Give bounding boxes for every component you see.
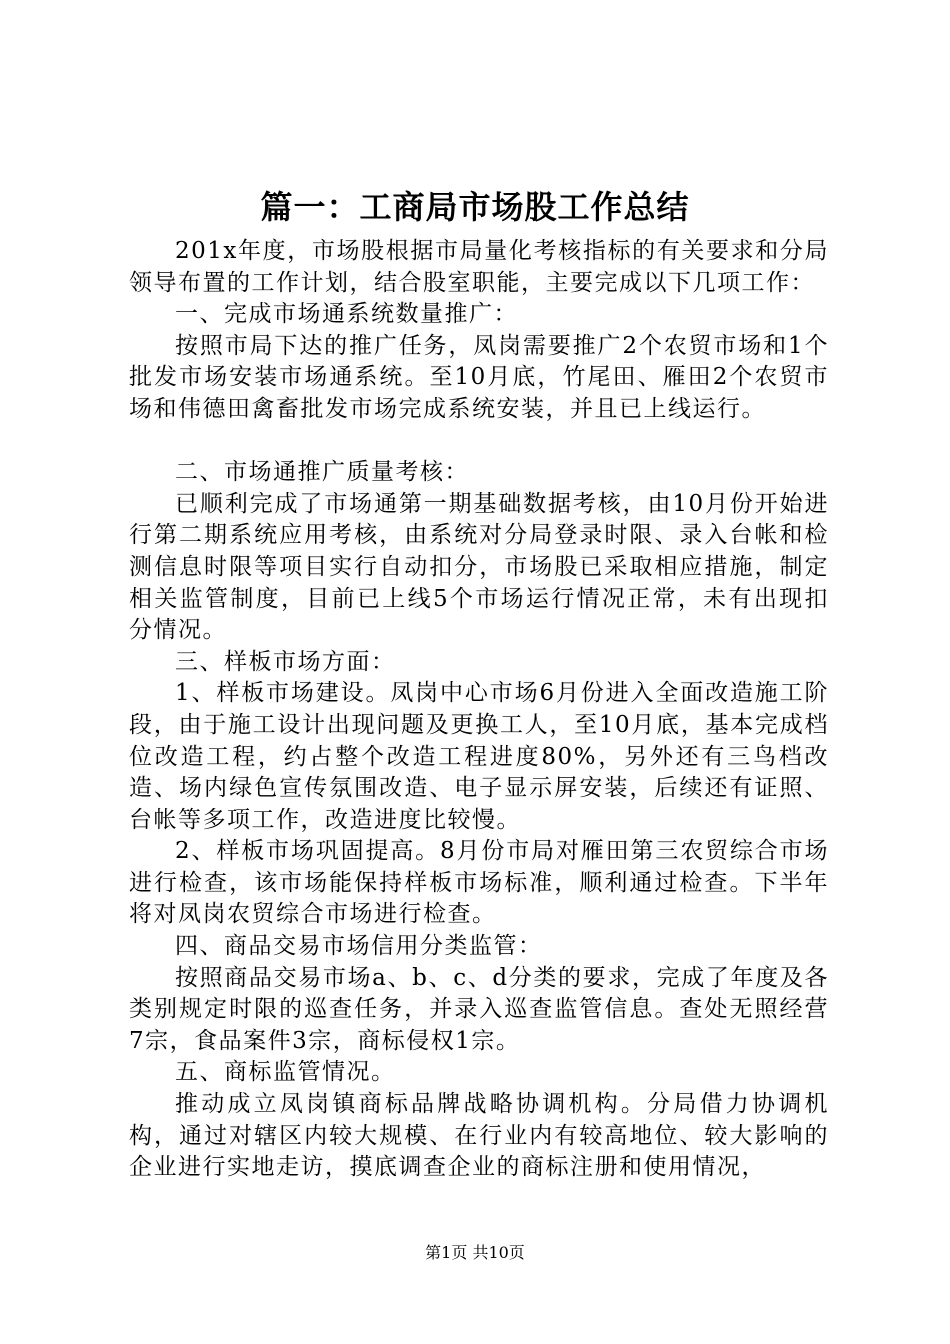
section-heading-4: 四、商品交易市场信用分类监管： (175, 933, 543, 960)
body-paragraph: 已顺利完成了市场通第一期基础数据考核，由10月份开始进行第二期系统应用考核，由系统对分局登录时限、录入台帐和检测信息时限等项目实行自动扣分，市场股已采取相应措施，制定相关监管制度，目前已上线5个市场运行情况正常，未有出现扣分情况。 (129, 490, 829, 644)
section-heading-2: 二、市场通推广质量考核： (175, 459, 469, 486)
body-paragraph: 2、样板市场巩固提高。8月份市局对雁田第三农贸综合市场进行检查，该市场能保持样板市场标准，顺利通过检查。下半年将对凤岗农贸综合市场进行检查。 (129, 838, 829, 928)
body-paragraph: 推动成立凤岗镇商标品牌战略协调机构。分局借力协调机构，通过对辖区内较大规模、在行业内有较高地位、较大影响的企业进行实地走访，摸底调查企业的商标注册和使用情况， (129, 1091, 829, 1181)
section-heading-1: 一、完成市场通系统数量推广： (175, 301, 518, 328)
blank-line (129, 426, 829, 458)
page-number-footer: 第1页 共10页 (425, 1243, 525, 1262)
intro-paragraph: 201x年度，市场股根据市局量化考核指标的有关要求和分局领导布置的工作计划，结合股室职能，主要完成以下几项工作： (129, 238, 829, 296)
body-paragraph: 1、样板市场建设。凤岗中心市场6月份进入全面改造施工阶段，由于施工设计出现问题及更换工人，至10月底，基本完成档位改造工程，约占整个改造工程进度80%，另外还有三鸟档改造、场内绿色宣传氛围改造、电子显示屏安装，后续还有证照、台帐等多项工作，改造进度比较慢。 (129, 680, 829, 833)
section-heading-3: 三、样板市场方面： (175, 648, 396, 675)
section-heading-5: 五、商标监管情况。 (175, 1059, 396, 1086)
body-paragraph: 按照商品交易市场a、b、c、d分类的要求，完成了年度及各类别规定时限的巡查任务，并录入巡查监管信息。查处无照经营7宗，食品案件3宗，商标侵权1宗。 (129, 964, 829, 1054)
body-paragraph: 按照市局下达的推广任务，凤岗需要推广2个农贸市场和1个批发市场安装市场通系统。至10月底，竹尾田、雁田2个农贸市场和伟德田禽畜批发市场完成系统安装，并且已上线运行。 (129, 332, 829, 422)
document-title: 篇一：工商局市场股工作总结 (260, 188, 690, 226)
document-body (129, 236, 829, 1184)
